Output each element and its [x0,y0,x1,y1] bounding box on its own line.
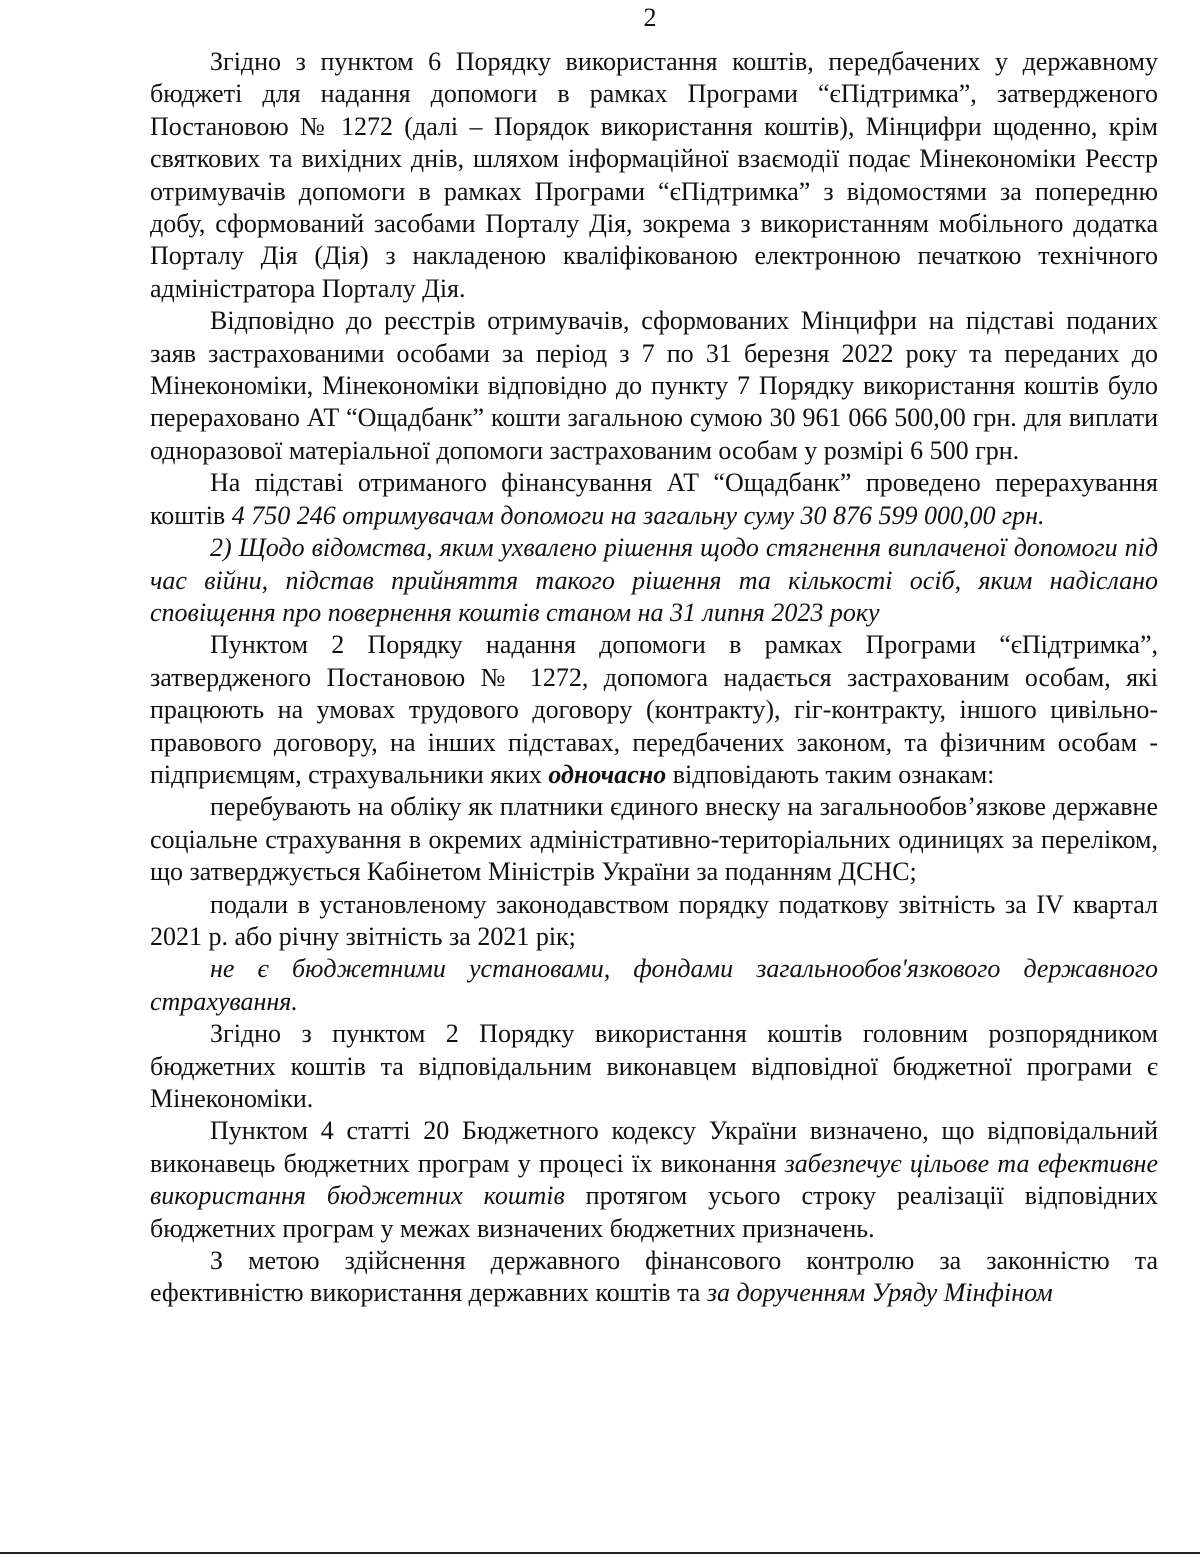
paragraph-11 [150,1245,1158,1310]
paragraph-2: Відповідно до реєстрів отримувачів, сформованих Мінцифри на підставі поданих заяв застрахованими особами за період з 7 по 31 березня 2022 року та переданих до Мінекономіки, Мінекономіки відповідно до пункту 7 Порядку використання коштів було перераховано АТ “Ощадбанк” кошти загальною сумою 30 961 066 500,00 грн. для виплати одноразової матеріальної допомоги застрахованим особам у розмірі 6 500 грн. [150,306,1158,465]
paragraph-5 [150,629,1158,791]
paragraph-11-text: З метою здійснення державного фінансового контролю за законністю та ефективністю використання державних коштів та [150,1246,1158,1308]
paragraph-1: Згідно з пунктом 6 Порядку використання коштів, передбачених у державному бюджеті для надання допомоги в рамках Програми “єПідтримка”, затвердженого Постановою № 1272 (далі – Порядок використання коштів), Мінцифри щоденно, крім святкових та вихідних днів, шляхом інформаційної взаємодії подає Мінекономіки Реєстр отримувачів допомоги в рамках Програми “єПідтримка” з відомостями за попередню добу, сформований засобами Порталу Дія, зокрема з використанням мобільного додатка Порталу Дія (Дія) з накладеною кваліфікованою електронною печаткою технічного адміністратора Порталу Дія. [150,47,1158,303]
paragraph-9: Згідно з пунктом 2 Порядку використання коштів головним розпорядником бюджетних коштів та відповідальним виконавцем відповідної бюджетної програми є Мінекономіки. [150,1019,1158,1113]
paragraph-11-italic: за дорученням Уряду Мінфіном [706,1278,1053,1308]
document-body [150,46,1158,1310]
paragraph-10-italic: забезпечує цільове та ефективне використання бюджетних коштів [150,1148,1158,1211]
paragraph-3-text: На підставі отриманого фінансування АТ “Ощадбанк” проведено перерахування коштів [150,468,1158,530]
page-bottom-border [0,1552,1200,1554]
criteria-item-1: перебувають на обліку як платники єдиного внеску на загальнообов’язкове державне соціальне страхування в окремих адміністративно-територіальних одиницях за переліком, що затверджується Кабінетом Міністрів України за поданням ДСНС; [150,792,1158,887]
paragraph-5-text: Пунктом 2 Порядку надання допомоги в рамках Програми “єПідтримка”, затвердженого Постановою № 1272, допомога надається застрахованим особам, які працюють на умовах трудового договору (контракту), гіг-контракту, іншого цивільно-правового договору, на інших підставах, передбачених законом, та фізичним особам - підприємцям, страхувальники яких [150,630,1158,789]
paragraph-3 [150,467,1158,532]
paragraph-3-italic-amount: 4 750 246 отримувачам допомоги на загальну суму 30 876 599 000,00 грн. [231,500,1045,530]
criteria-item-3: не є бюджетними установами, фондами загальнообов'язкового державного страхування. [150,954,1158,1016]
criteria-item-2: подали в установленому законодавством порядку податкову звітність за IV квартал 2021 р. або річну звітність за 2021 рік; [150,889,1158,951]
page-number: 2 [643,3,657,32]
section-heading-2: 2) Щодо відомства, яким ухвалено рішення щодо стягнення виплаченої допомоги під час війни, підстав прийняття такого рішення та кількості осіб, яким надіслано сповіщення про повернення коштів станом на 31 липня 2023 року [150,533,1158,627]
paragraph-10 [150,1115,1158,1245]
paragraph-5-tail: відповідають таким ознакам: [666,759,995,789]
paragraph-5-emphasis: одночасно [548,759,667,789]
paragraph-10-text: Пунктом 4 статті 20 Бюджетного кодексу України визначено, що відповідальний виконавець бюджетних програм у процесі їх виконання [150,1116,1158,1178]
paragraph-10-tail: протягом усього строку реалізації відповідних бюджетних програм у межах визначених бюджетних призначень. [150,1181,1158,1243]
